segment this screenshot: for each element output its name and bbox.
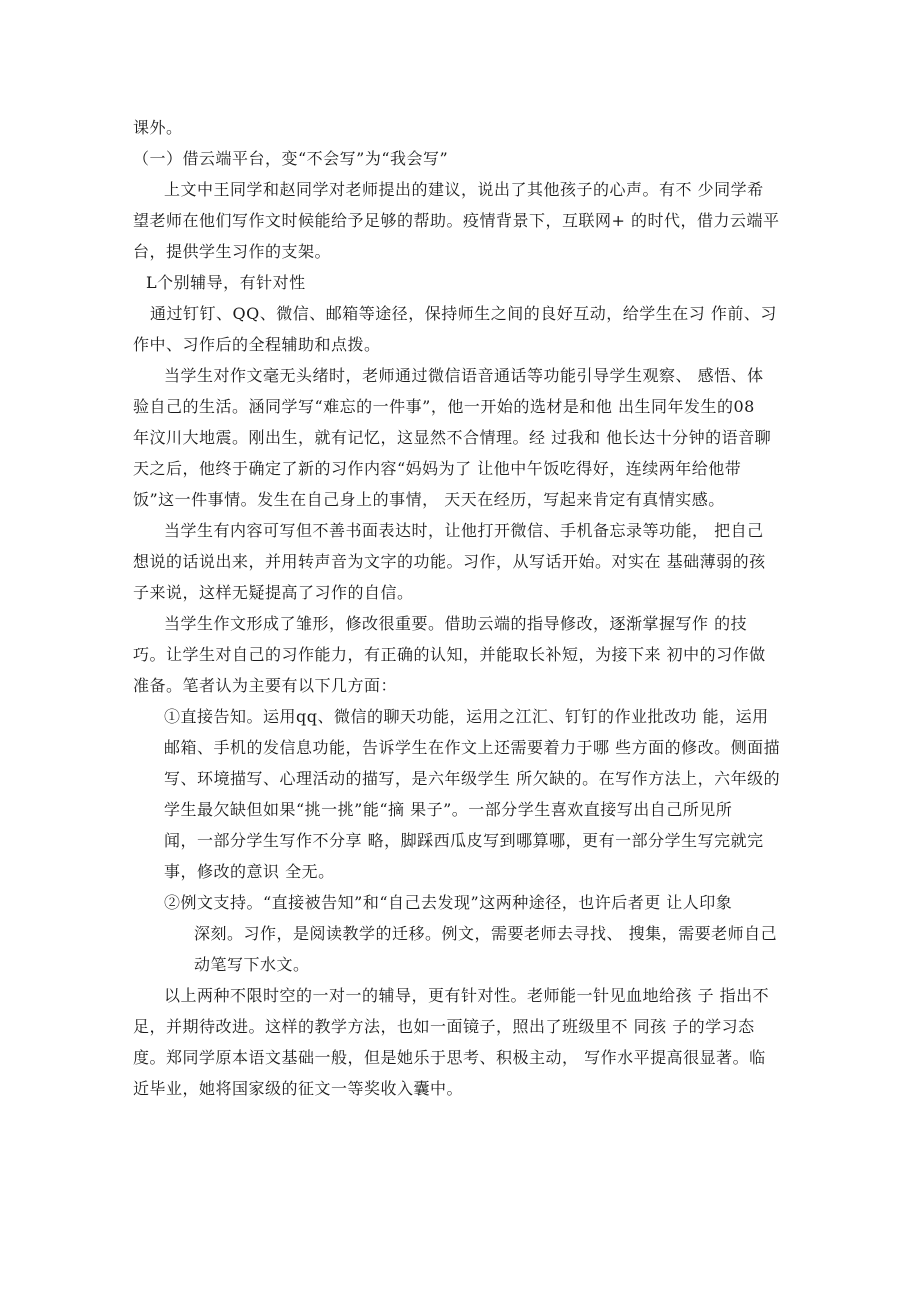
subsection-heading: L个别辅导，有针对性	[146, 273, 306, 292]
paragraph-line: 验自己的生活。涵同学写“难忘的一件事”，他一开始的选材是和他 出生同年发生的08	[133, 397, 755, 416]
paragraph-line: 当学生作文形成了雏形，修改很重要。借助云端的指导修改，逐渐掌握写作 的技	[164, 614, 748, 633]
paragraph-line: 想说的话说出来，并用转声音为文字的功能。习作，从写话开始。对实在 基础薄弱的孩	[133, 552, 766, 571]
paragraph-line: 上文中王同学和赵同学对老师提出的建议，说出了其他孩子的心声。有不 少同学希	[164, 180, 764, 199]
paragraph-line: 年汶川大地震。刚出生，就有记忆，这显然不合情理。经 过我和 他长达十分钟的语音聊	[133, 428, 772, 447]
list-item-line: 事，修改的意识 全无。	[164, 862, 335, 881]
paragraph-line: 望老师在他们写作文时候能给予足够的帮助。疫情背景下，互联网+ 的时代，借力云端平	[133, 211, 780, 230]
list-item-line: 闻，一部分学生写作不分享 略，脚踩西瓜皮写到哪算哪，更有一部分学生写完就完	[164, 831, 764, 850]
paragraph-line: 当学生有内容可写但不善书面表达时，让他打开微信、手机备忘录等功能， 把自己	[164, 521, 764, 540]
paragraph-line: 以上两种不限时空的一对一的辅导，更有针对性。老师能一针见血地给孩 子 指出不	[164, 986, 770, 1005]
text-line: 课外。	[133, 118, 183, 137]
list-item-line: 写、环境描写、心理活动的描写，是六年级学生 所欠缺的。在写作方法上，六年级的	[164, 769, 781, 788]
paragraph-line: 巧。让学生对自己的习作能力，有正确的认知，并能取长补短，为接下来 初中的习作做	[133, 645, 766, 664]
list-item-line: 邮箱、手机的发信息功能，告诉学生在作文上还需要着力于哪 些方面的修改。侧面描	[164, 738, 781, 757]
list-item-line: 学生最欠缺但如果“挑一挑”能“摘 果子”。一部分学生喜欢直接写出自己所见所	[164, 800, 733, 819]
paragraph-line: 子来说，这样无疑提高了习作的自信。	[133, 583, 414, 602]
paragraph-line: 饭”这一件事情。发生在自己身上的事情， 天天在经历，写起来肯定有真情实感。	[133, 490, 725, 509]
section-heading: （一）借云端平台，变“不会写”为“我会写”	[133, 149, 449, 168]
paragraph-line: 准备。笔者认为主要有以下几方面：	[133, 676, 398, 695]
list-item-line: 动笔写下水文。	[194, 955, 310, 974]
paragraph-line: 近毕业，她将国家级的征文一等奖收入囊中。	[133, 1079, 464, 1098]
list-item-line: ②例文支持。“直接被告知”和“自己去发现”这两种途径，也许后者更 让人印象	[164, 893, 733, 912]
list-item-line: ①直接告知。运用qq、微信的聊天功能，运用之江汇、钉钉的作业批改功 能，运用	[164, 707, 769, 726]
paragraph-line: 天之后，他终于确定了新的习作内容“妈妈为了 让他中午饭吃得好，连续两年给他带	[133, 459, 742, 478]
paragraph-line: 足，并期待改进。这样的教学方法，也如一面镜子，照出了班级里不 同孩 子的学习态	[133, 1017, 755, 1036]
paragraph-line: 台，提供学生习作的支架。	[133, 242, 332, 261]
paragraph-line: 通过钉钉、QQ、微信、邮箱等途径，保持师生之间的良好互动，给学生在习 作前、习	[150, 304, 777, 323]
paragraph-line: 度。郑同学原本语文基础一般，但是她乐于思考、积极主动， 写作水平提高很显著。临	[133, 1048, 766, 1067]
paragraph-line: 当学生对作文毫无头绪时，老师通过微信语音通话等功能引导学生观察、 感悟、体	[164, 366, 764, 385]
paragraph-line: 作中、习作后的全程辅助和点拨。	[133, 335, 381, 354]
list-item-line: 深刻。习作，是阅读教学的迁移。例文，需要老师去寻找、 搜集，需要老师自己	[194, 924, 778, 943]
